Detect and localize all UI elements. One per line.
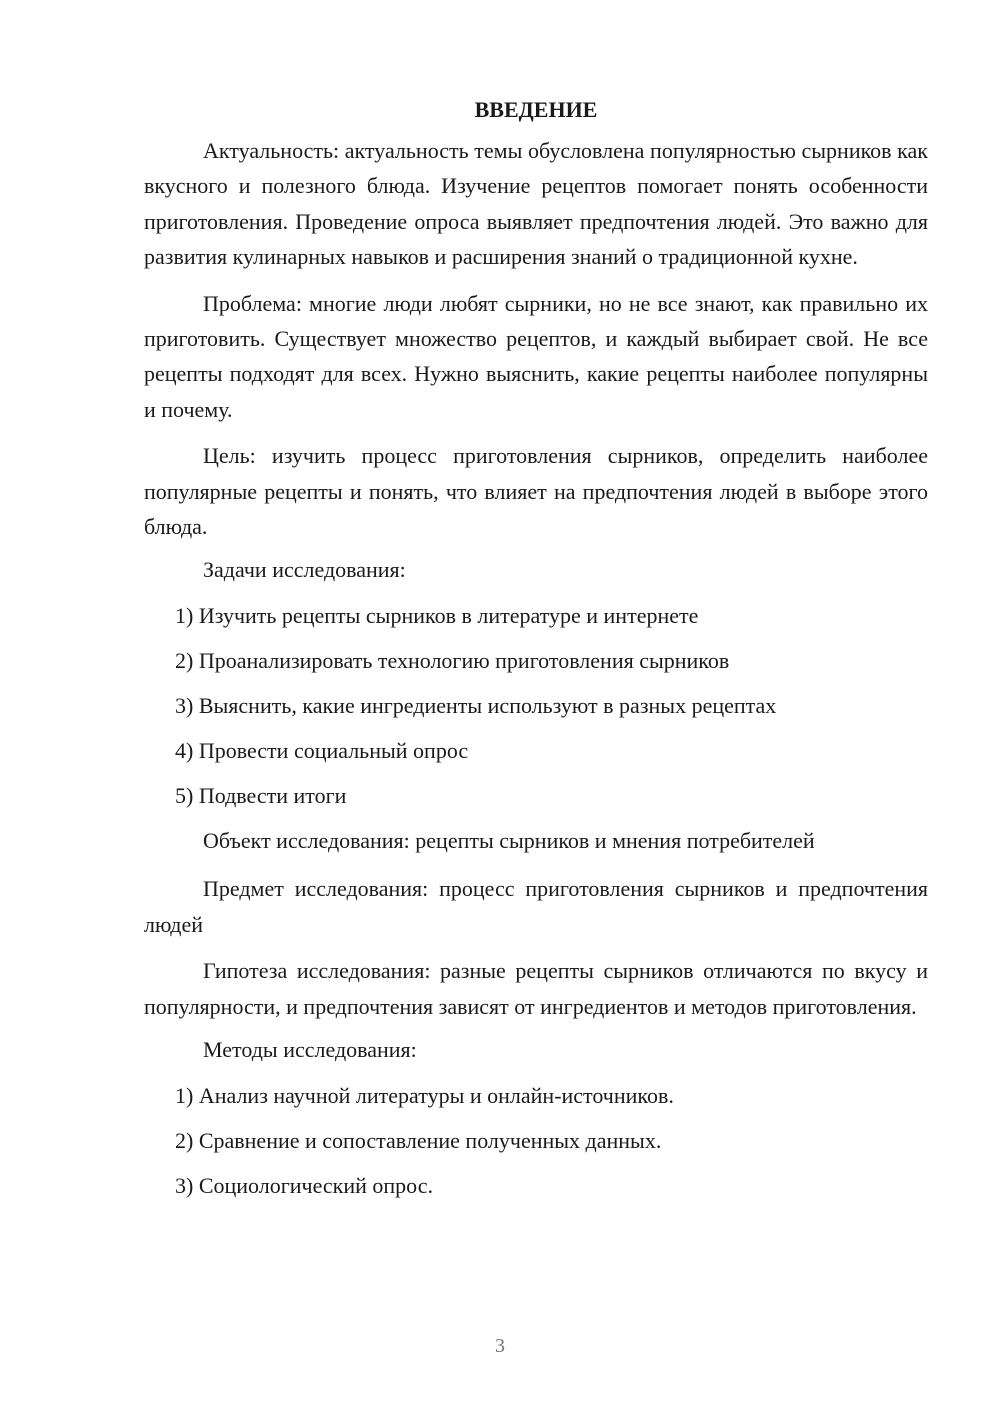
document-page — [144, 95, 928, 1201]
tasks-heading: Задачи исследования: — [203, 557, 406, 583]
list-item: 3) Выяснить, какие ингредиенты используют в разных рецептах — [175, 693, 777, 719]
list-item: 5) Подвести итоги — [175, 783, 347, 809]
goal-paragraph: Цель: изучить процесс приготовления сырников, определить наиболее популярные рецепты и понять, что влияет на предпочтения людей в выборе этого блюда. — [144, 443, 928, 540]
relevance-paragraph: Актуальность: актуальность темы обусловлена популярностью сырников как вкусного и полезного блюда. Изучение рецептов помогает понять особенности приготовления. Проведение опроса выявляет предпочтения людей. Это важно для развития кулинарных навыков и расширения знаний о традиционной кухне. — [144, 138, 928, 270]
subject-paragraph: Предмет исследования: процесс приготовления сырников и предпочтения людей — [144, 876, 928, 937]
list-item: 1) Анализ научной литературы и онлайн-источников. — [175, 1083, 674, 1109]
list-item: 2) Сравнение и сопоставление полученных данных. — [175, 1128, 662, 1154]
tasks-list — [144, 601, 928, 811]
problem-paragraph: Проблема: многие люди любят сырники, но не все знают, как правильно их приготовить. Существует множество рецептов, и каждый выбирает свой. Не все рецепты подходят для всех. Нужно выяснить, какие рецепты наиболее популярны и почему. — [144, 290, 928, 422]
methods-heading: Методы исследования: — [203, 1037, 417, 1063]
object-paragraph: Объект исследования: рецепты сырников и мнения потребителей — [203, 828, 815, 854]
list-item: 4) Провести социальный опрос — [175, 738, 469, 764]
page-number: 3 — [495, 1335, 505, 1357]
methods-list — [144, 1081, 928, 1201]
list-item: 3) Социологический опрос. — [175, 1173, 433, 1199]
page-title: ВВЕДЕНИЕ — [474, 97, 598, 122]
hypothesis-paragraph: Гипотеза исследования: разные рецепты сырников отличаются по вкусу и популярности, и предпочтения зависят от ингредиентов и методов приготовления. — [144, 958, 928, 1019]
list-item: 1) Изучить рецепты сырников в литературе и интернете — [175, 603, 699, 629]
list-item: 2) Проанализировать технологию приготовления сырников — [175, 648, 730, 674]
